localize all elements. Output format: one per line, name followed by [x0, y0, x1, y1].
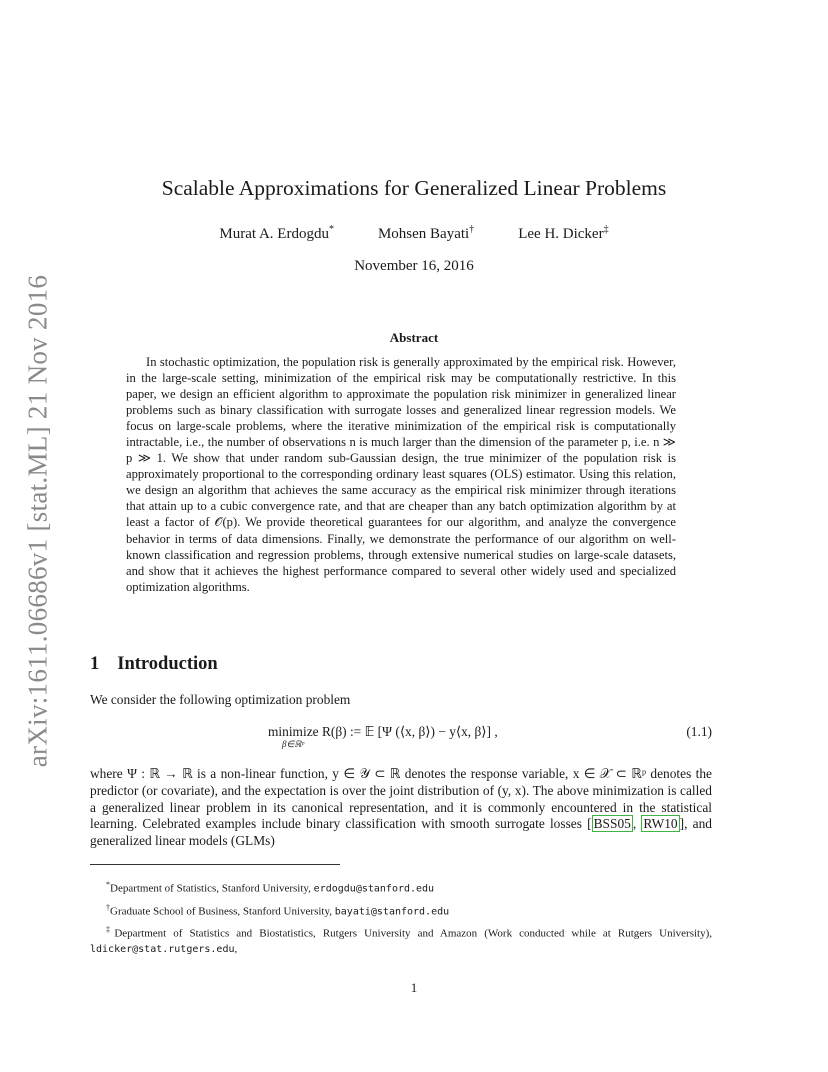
paper-date: November 16, 2016 — [354, 258, 474, 274]
section-heading — [90, 654, 218, 675]
footnote-rule — [90, 864, 340, 865]
equation-operator: minimize β∈ℝᵖ — [268, 724, 319, 749]
footnote: *Department of Statistics, Stanford University, erdogdu@stanford.edu — [106, 880, 435, 895]
footnote: ‡Department of Statistics and Biostatistics, Rutgers University and Amazon (Work conducted while at Rutgers University), ldicker@stat.rutgers.edu, — [90, 925, 712, 955]
email-address[interactable]: erdogdu@stanford.edu — [313, 883, 435, 895]
equation-expression: R(β) := 𝔼 [Ψ (⟨x, β⟩) − y⟨x, β⟩] , — [321, 724, 498, 739]
abstract-text: In stochastic optimization, the population risk is generally approximated by the empirical risk. However, in the large-scale setting, minimization of the empirical risk may be computationally restrictive. In this paper, we design an efficient algorithm to approximate the population risk minimizer in generalized linear problems such as binary classification with surrogate losses and generalized linear regression models. We focus on large-scale problems, where the iterative minimization of the empirical risk is computationally intractable, i.e., the number of observations n is much larger than the dimension of the parameter p, i.e. n ≫ p ≫ 1. We show that under random sub-Gaussian design, the true minimizer of the population risk is approximately proportional to the corresponding ordinary least squares (OLS) estimator. Using this relation, we design an algorithm that achieves the same accuracy as the empirical risk minimizer through iterations that attain up to a cubic convergence rate, and that are cheaper than any batch optimization algorithm by at least a factor of 𝒪(p). We provide theoretical guarantees for our algorithm, and analyze the convergence behavior in terms of data dimensions. Finally, we demonstrate the performance of our algorithm on well-known classification and regression problems, through extensive numerical studies on large-scale datasets, and show that it achieves the highest performance compared to several other widely used and specialized optimization algorithms. — [126, 355, 676, 594]
author-list — [0, 224, 828, 243]
equation-subscript: β∈ℝᵖ — [282, 739, 304, 749]
author-mark: † — [469, 224, 475, 235]
author: Lee H. Dicker‡ — [518, 224, 609, 242]
email-address[interactable]: ldicker@stat.rutgers.edu — [90, 943, 235, 955]
author: Mohsen Bayati† — [377, 224, 475, 242]
abstract-heading: Abstract — [389, 330, 439, 345]
footnote: †Graduate School of Business, Stanford University, bayati@stanford.edu — [106, 903, 450, 918]
equation-1-1 — [90, 724, 712, 752]
page-number: 1 — [410, 980, 418, 995]
intro-sentence: We consider the following optimization problem — [90, 692, 351, 707]
equation-body — [268, 724, 498, 749]
section-title: Introduction — [117, 654, 218, 674]
author-mark: ‡ — [603, 224, 609, 235]
equation-number: (1.1) — [686, 724, 712, 739]
body-paragraph: where Ψ : ℝ → ℝ is a non-linear function, y ∈ 𝒴 ⊂ ℝ denotes the response variable, x ∈ 𝒳 ⊂ ℝᵖ denotes the predictor (or covariate), and the expectation is over the joint distribution of (y, x). The above minimization is called a generalized linear problem in its canonical representation, and it is commonly encountered in the statistical learning. Celebrated examples include binary classification with smooth surrogate losses [ BSS05 , RW10 ], and generalized linear models (GLMs) — [90, 766, 712, 849]
citation-link[interactable]: BSS05 — [593, 816, 631, 832]
section-number: 1 — [90, 654, 100, 674]
email-address[interactable]: bayati@stanford.edu — [334, 906, 450, 918]
arxiv-stamp-text: arXiv:1611.06686v1 [stat.ML] 21 Nov 2016 — [22, 274, 53, 768]
paper-title: Scalable Approximations for Generalized Linear Problems — [161, 176, 667, 200]
author-mark: * — [328, 224, 334, 235]
author: Murat A. Erdogdu* — [219, 224, 334, 242]
citation-link[interactable]: RW10 — [643, 816, 678, 832]
